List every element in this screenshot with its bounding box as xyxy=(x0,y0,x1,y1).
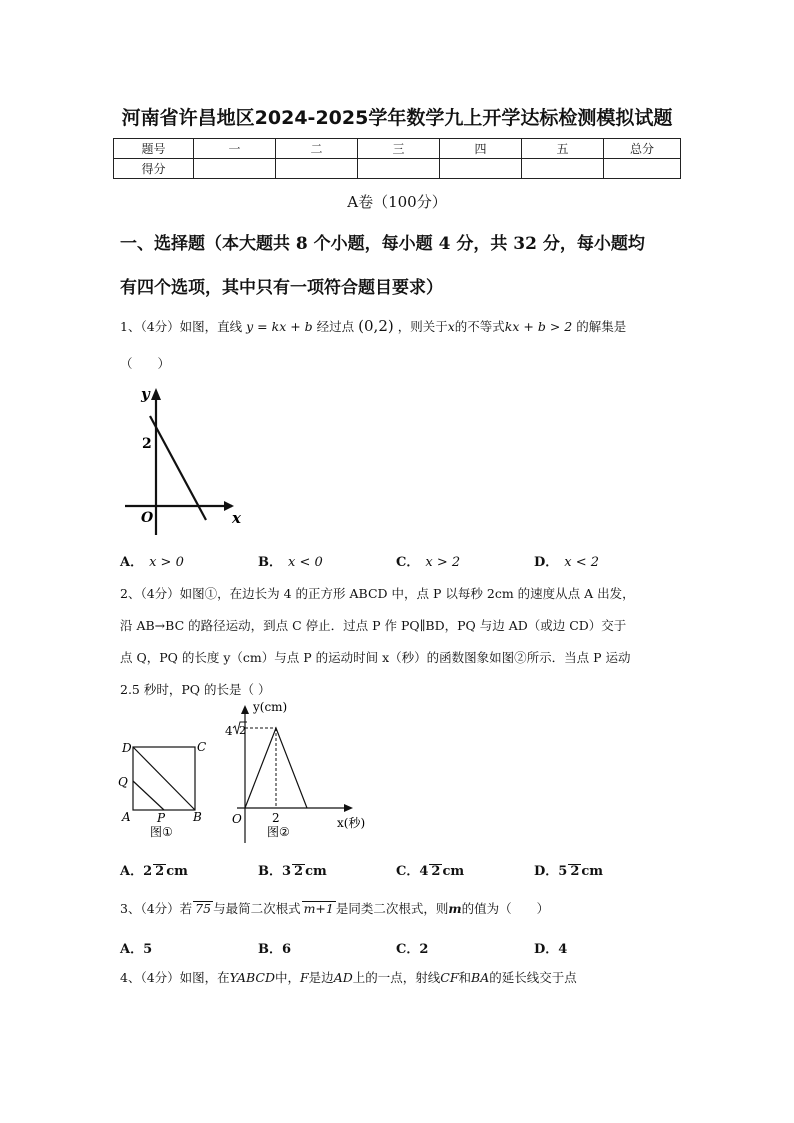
score-table-score-row xyxy=(114,159,681,179)
option-a[interactable]: A． x > 0 xyxy=(120,555,184,570)
q1-paren: （ ） xyxy=(120,356,171,371)
option-d[interactable]: D．5 2 cm xyxy=(534,864,604,879)
section-heading-line: 有四个选项，其中只有一项符合题目要求） xyxy=(120,278,443,298)
question-1: 1、（4分）如图，直线 y = kx + b 经过点 (0,2) ，则关于x的不等式kx + b > 2 的解集是 xyxy=(120,317,627,335)
y-label: y(cm) xyxy=(253,700,288,714)
option-c[interactable]: C． x > 2 xyxy=(396,555,461,570)
option-c[interactable]: C．2 xyxy=(396,942,429,957)
table-cell: 一 xyxy=(194,139,276,159)
label-c: C xyxy=(197,740,207,754)
paper-label: A卷（100分） xyxy=(347,193,447,211)
question-2 xyxy=(120,578,680,706)
q2-figure-1 xyxy=(116,735,216,845)
score-cell[interactable] xyxy=(358,159,440,179)
question-4: 4、（4分）如图，在YABCD中，F是边AD上的一点，射线CF和BA的延长线交于点 xyxy=(120,970,577,985)
peak-radicand: 2 xyxy=(239,724,246,737)
section-heading-line: 一、选择题（本大题共 8 个小题，每小题 4 分，共 32 分，每小题均 xyxy=(120,234,645,254)
table-cell: 三 xyxy=(358,139,440,159)
question-3: 3、（4分）若 75 与最简二次根式 m+1 是同类二次根式，则m的值为（ ） xyxy=(120,901,550,916)
intercept-label: 2 xyxy=(142,436,152,452)
q2-figure-2 xyxy=(225,697,385,845)
score-cell[interactable] xyxy=(522,159,604,179)
table-cell: 题号 xyxy=(114,139,194,159)
table-cell: 四 xyxy=(440,139,522,159)
figure-caption: 图② xyxy=(267,825,290,839)
question-line: 点 Q，PQ 的长度 y（cm）与点 P 的运动时间 x（秒）的函数图象如图②所示．当点 P 运动 xyxy=(120,650,631,665)
question-line: 2.5 秒时，PQ 的长是（ ） xyxy=(120,682,271,697)
x-axis-arrow xyxy=(344,804,353,812)
table-cell: 五 xyxy=(522,139,604,159)
option-b[interactable]: B．6 xyxy=(258,942,292,957)
table-cell: 得分 xyxy=(114,159,194,179)
label-d: D xyxy=(122,741,132,755)
segment-pq xyxy=(133,781,164,810)
figure-caption: 图① xyxy=(150,825,173,839)
option-a[interactable]: A．2 2 cm xyxy=(120,864,188,879)
question-line: 2、（4分）如图①，在边长为 4 的正方形 ABCD 中，点 P 以每秒 2cm 的速度从点 A 出发， xyxy=(120,586,635,601)
label-q: Q xyxy=(118,775,128,789)
table-cell: 总分 xyxy=(604,139,681,159)
peak-coef: 4 xyxy=(225,724,233,738)
diagonal-bd xyxy=(133,747,195,810)
y-axis-arrow xyxy=(241,705,249,714)
score-table xyxy=(113,138,681,179)
y-axis-arrow xyxy=(151,388,161,400)
score-cell[interactable] xyxy=(604,159,681,179)
x-label: x xyxy=(232,509,241,527)
y-label: y xyxy=(141,385,150,403)
score-cell[interactable] xyxy=(194,159,276,179)
option-d[interactable]: D． x < 2 xyxy=(534,555,600,570)
option-b[interactable]: B． x < 0 xyxy=(258,555,323,570)
x-tick: 2 xyxy=(272,811,280,825)
x-label: x(秒) xyxy=(337,816,366,830)
label-a: A xyxy=(122,810,131,824)
inequality: kx + b > 2 xyxy=(504,319,573,334)
table-cell: 二 xyxy=(276,139,358,159)
option-a[interactable]: A．5 xyxy=(120,942,153,957)
label-b: B xyxy=(193,810,202,824)
equation: y = kx + b xyxy=(246,319,313,334)
point: (0,2) xyxy=(358,317,394,335)
label-p: P xyxy=(157,811,166,825)
section-heading xyxy=(120,224,680,308)
question-line: 沿 AB→BC 的路径运动，到点 C 停止．过点 P 作 PQ∥BD，PQ 与边 AD（或边 CD）交于 xyxy=(120,618,627,633)
origin-label: O xyxy=(141,510,154,526)
q1-graph xyxy=(120,380,250,540)
score-cell[interactable] xyxy=(440,159,522,179)
option-d[interactable]: D．4 xyxy=(534,942,568,957)
option-b[interactable]: B．3 2 cm xyxy=(258,864,327,879)
page-title: 河南省许昌地区2024-2025学年数学九上开学达标检测模拟试题 xyxy=(121,107,673,129)
graph-line xyxy=(150,416,206,520)
origin-label: O xyxy=(232,812,242,826)
score-cell[interactable] xyxy=(276,159,358,179)
score-table-header-row xyxy=(114,139,681,159)
option-c[interactable]: C．4 2 cm xyxy=(396,864,465,879)
